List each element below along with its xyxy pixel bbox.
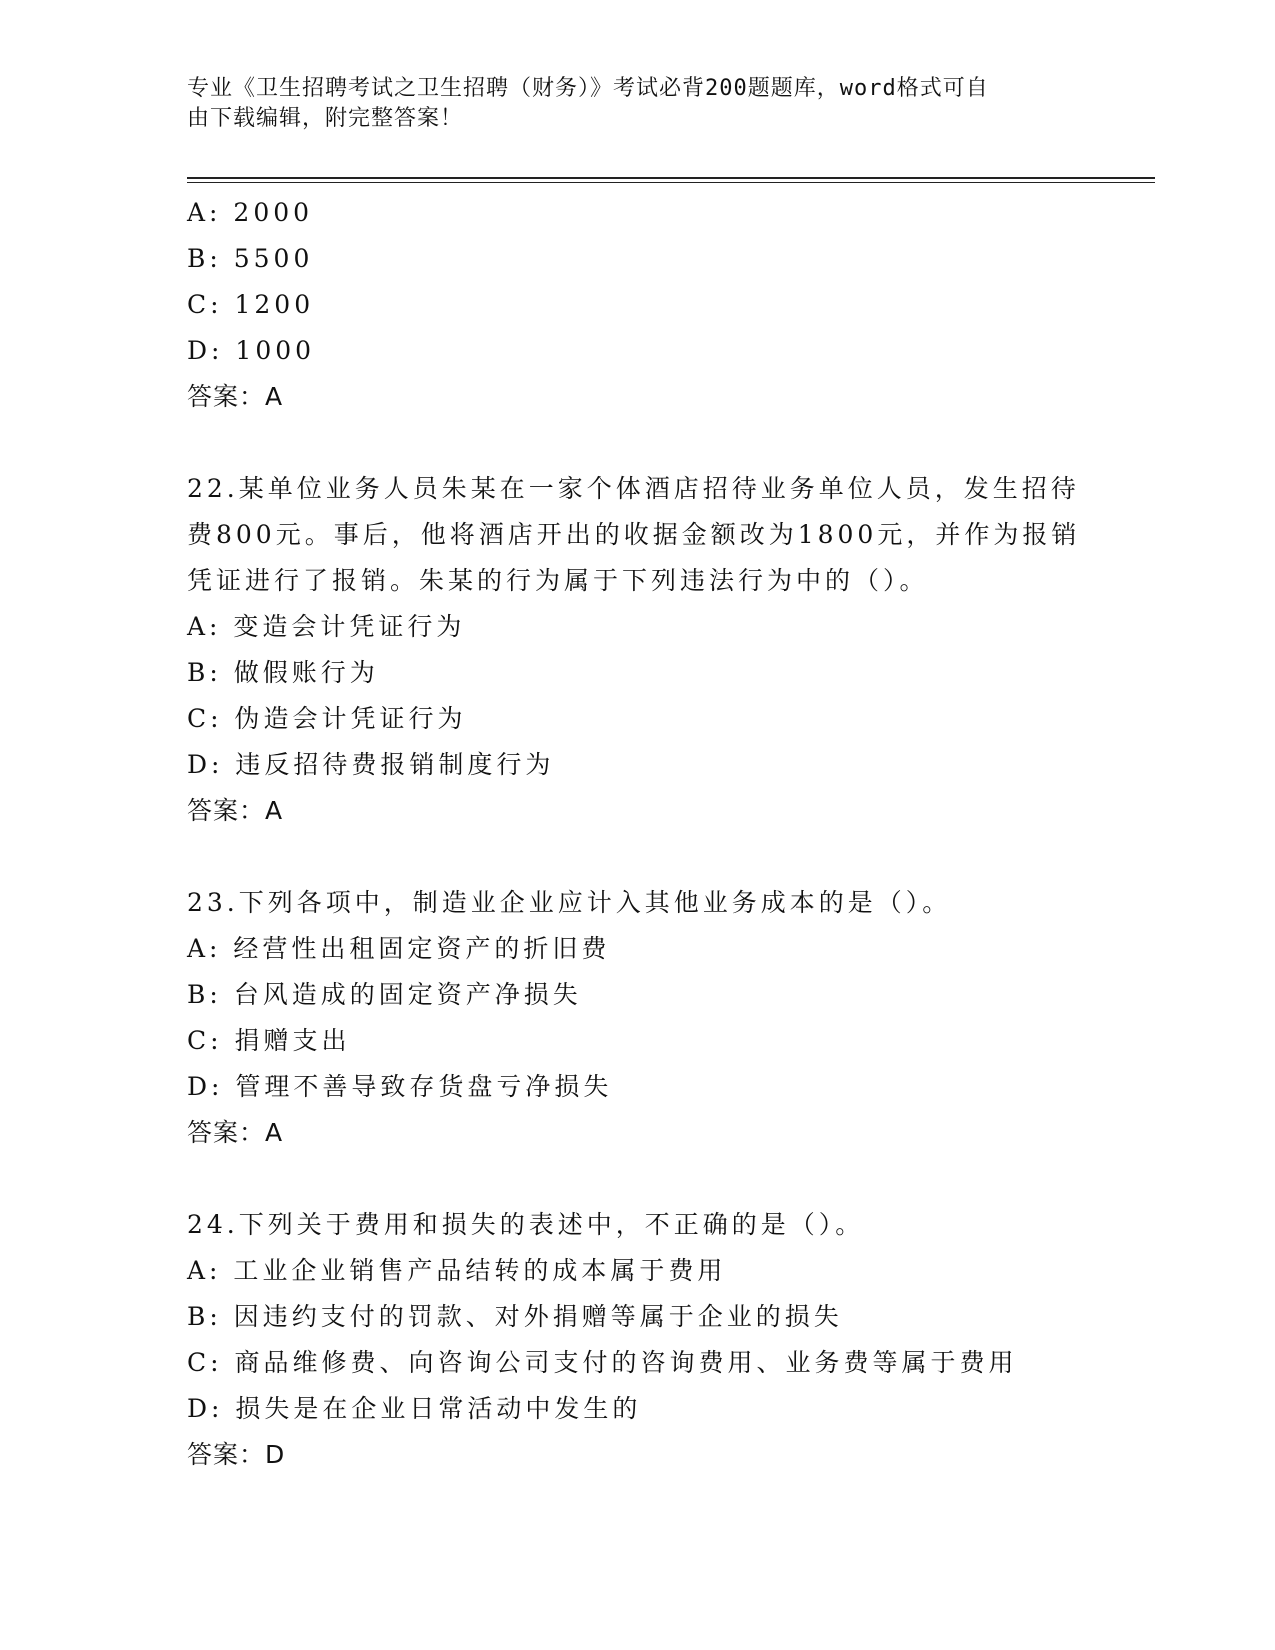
header-rule-thick: [187, 177, 1155, 179]
question-stem: 24.下列关于费用和损失的表述中，不正确的是（）。: [187, 1210, 865, 1239]
option-c: C: 伪造会计凭证行为: [187, 704, 467, 733]
option-b: B: 5500: [187, 244, 314, 273]
option-a: A: 工业企业销售产品结转的成本属于费用: [187, 1256, 727, 1285]
option-c: C: 捐赠支出: [187, 1026, 351, 1055]
header-line-2: 由下载编辑，附完整答案！: [187, 106, 464, 131]
question-stem: 22.某单位业务人员朱某在一家个体酒店招待业务单位人员，发生招待: [187, 474, 1080, 503]
answer-line: 答案：A: [187, 382, 284, 411]
question-24: [187, 1202, 1087, 1478]
header-rule-thin: [187, 182, 1155, 183]
option-a: A: 2000: [187, 198, 314, 227]
option-d: D: 损失是在企业日常活动中发生的: [187, 1394, 642, 1423]
page-header: [187, 74, 1067, 134]
option-b: B: 因违约支付的罚款、对外捐赠等属于企业的损失: [187, 1302, 843, 1331]
option-d: D: 违反招待费报销制度行为: [187, 750, 555, 779]
spacer: [187, 1156, 1087, 1202]
question-list: [187, 190, 1087, 1478]
answer-line: 答案：A: [187, 1118, 284, 1147]
option-c: C: 1200: [187, 290, 315, 319]
option-b: B: 台风造成的固定资产净损失: [187, 980, 582, 1009]
question-23: [187, 880, 1087, 1156]
header-line-1: 专业《卫生招聘考试之卫生招聘（财务）》考试必背200题题库，word格式可自: [187, 76, 989, 101]
spacer: [187, 834, 1087, 880]
option-d: D: 1000: [187, 336, 316, 365]
question-stem: 23.下列各项中，制造业企业应计入其他业务成本的是（）。: [187, 888, 952, 917]
question-21: [187, 190, 1087, 420]
option-b: B: 做假账行为: [187, 658, 379, 687]
option-a: A: 变造会计凭证行为: [187, 612, 466, 641]
question-stem: 费800元。事后，他将酒店开出的收据金额改为1800元，并作为报销: [187, 520, 1081, 549]
answer-line: 答案：A: [187, 796, 284, 825]
option-c: C: 商品维修费、向咨询公司支付的咨询费用、业务费等属于费用: [187, 1348, 1018, 1377]
question-stem: 凭证进行了报销。朱某的行为属于下列违法行为中的（）。: [187, 566, 929, 595]
question-22: [187, 466, 1087, 834]
spacer: [187, 420, 1087, 466]
option-d: D: 管理不善导致存货盘亏净损失: [187, 1072, 613, 1101]
answer-line: 答案：D: [187, 1440, 286, 1469]
option-a: A: 经营性出租固定资产的折旧费: [187, 934, 611, 963]
